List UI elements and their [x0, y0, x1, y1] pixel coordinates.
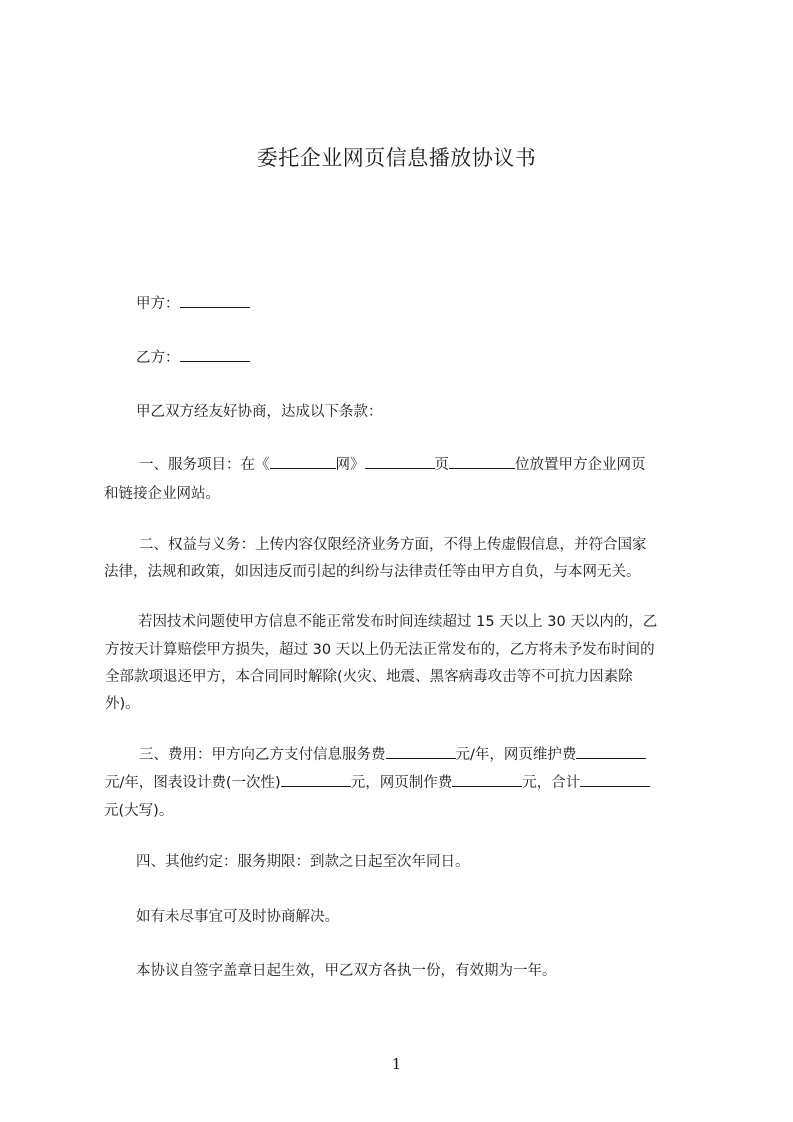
clause-1-line-2: 和链接企业网站。: [104, 486, 220, 502]
clause-1-line-1: [139, 453, 646, 474]
clause-3-blank-service-fee: [386, 744, 456, 759]
clause-3-part-d: 元，网页制作费: [350, 775, 453, 791]
clause-2b-line-1: 若因技术问题使甲方信息不能正常发布时间连续超过 15 天以上 30 天以内的，乙: [138, 614, 658, 630]
clause-3-blank-total: [580, 772, 650, 787]
clause-1-part-b: 网》: [335, 457, 365, 473]
clause-3-part-e: 元，合计: [522, 775, 581, 791]
clause-3-line-1: [139, 743, 646, 764]
party-b-label: 乙方：: [136, 350, 180, 366]
page-number: 1: [391, 1055, 402, 1073]
party-a-blank: [180, 293, 250, 308]
clause-1-part-a: 一、服务项目：在《: [139, 457, 270, 473]
clause-2-line-1: 二、权益与义务：上传内容仅限经济业务方面，不得上传虚假信息，并符合国家: [139, 537, 647, 553]
clause-1-blank-page: [365, 454, 435, 469]
document-title: 委托企业网页信息播放协议书: [256, 146, 537, 170]
misc-text-2: 本协议自签字盖章日起生效，甲乙双方各执一份，有效期为一年。: [136, 963, 557, 979]
clause-3-part-a: 三、费用：甲方向乙方支付信息服务费: [139, 747, 386, 763]
party-a-line: [136, 292, 250, 313]
clause-3-part-b: 元/年，网页维护费: [455, 747, 577, 763]
misc-text-1: 如有未尽事宜可及时协商解决。: [136, 909, 339, 925]
clause-3-blank-maintenance-fee: [576, 744, 646, 759]
clause-2b-line-3: 全部款项退还甲方，本合同同时解除(火灾、地震、黑客病毒攻击等不可抗力因素除: [105, 669, 633, 685]
clause-3-part-c: 元/年，图表设计费(一次性): [105, 775, 281, 791]
clause-3-line-2: [105, 771, 650, 792]
clause-3-blank-production-fee: [452, 772, 522, 787]
party-b-blank: [180, 347, 250, 362]
clause-3-blank-design-fee: [281, 772, 351, 787]
clause-2b-line-2: 方按天计算赔偿甲方损失，超过 30 天以上仍无法正常发布的，乙方将未予发布时间的: [105, 642, 655, 658]
clause-1-part-d: 位放置甲方企业网页: [515, 457, 646, 473]
intro-text: 甲乙双方经友好协商，达成以下条款：: [136, 404, 383, 420]
clause-1-blank-position: [449, 454, 515, 469]
clause-3-line-3: 元(大写)。: [104, 803, 174, 819]
clause-2-line-2: 法律，法规和政策，如因违反而引起的纠纷与法律责任等由甲方自负，与本网无关。: [104, 564, 641, 580]
clause-1-blank-site: [270, 454, 336, 469]
clause-1-part-c: 页: [434, 457, 449, 473]
clause-4-text: 四、其他约定：服务期限：到款之日起至次年同日。: [136, 854, 470, 870]
clause-2b-line-4: 外)。: [105, 696, 140, 712]
party-a-label: 甲方：: [136, 296, 180, 312]
party-b-line: [136, 346, 250, 367]
